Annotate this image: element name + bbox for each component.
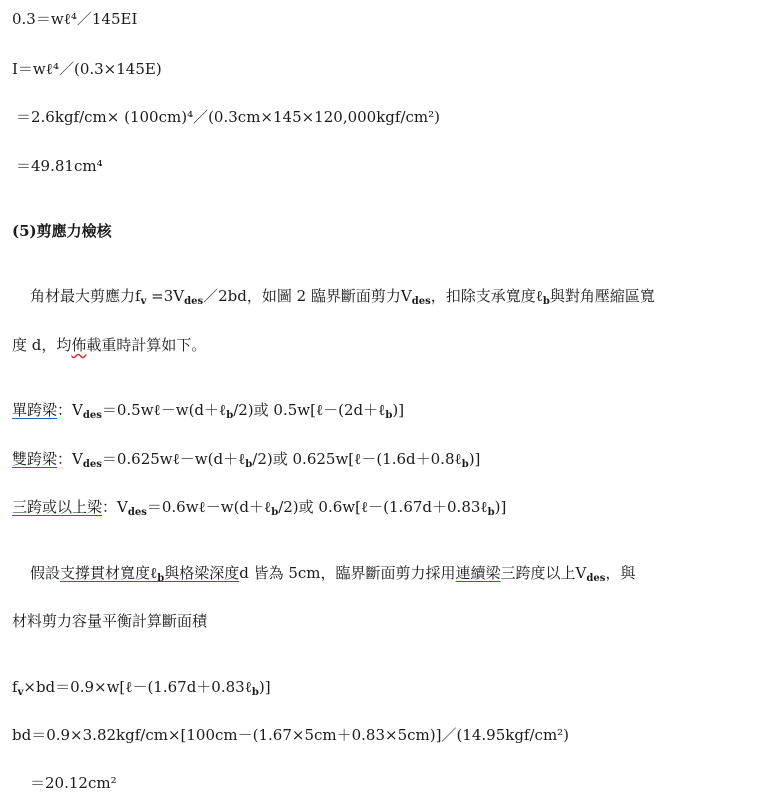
case-line [12,448,480,476]
equation-line: ＝2.6kgf/cm× (100cm)⁴／(0.3cm×145×120,000kgf/cm²) [16,108,440,126]
subscript: des [586,573,606,584]
term-link: 連續梁 [455,564,501,582]
text-run: )] [392,401,405,419]
text-run: ，與 [605,564,636,582]
text-run: )] [494,498,507,516]
text-run: =3V [146,287,185,305]
text-run: /2)或 0.625w[ℓ－(1.6d＋0.8ℓ [252,450,462,468]
equation-line [12,676,271,704]
subscript: b [461,459,469,470]
text-run: )] [468,450,481,468]
text-run: 三跨度以上V [500,564,587,582]
subscript: b [251,687,259,698]
text-run: 度 d，均 [12,336,72,354]
subscript: des [82,410,102,421]
subscript: b [385,410,393,421]
text-run: ＝0.5wℓ－w(d＋ℓ [101,401,227,419]
equation-line: 0.3＝wℓ⁴／145EI [12,10,138,28]
text-run: 載重時計算如下。 [86,336,207,354]
text-run: ＝0.625wℓ－w(d＋ℓ [101,450,246,468]
case-line [12,496,506,524]
paragraph-line [30,285,655,313]
subscript: v [17,687,24,698]
subscript: b [487,507,495,518]
text-run: f [12,678,18,696]
subscript: b [157,573,165,584]
text-run: ：V [57,450,83,468]
subscript: des [127,507,147,518]
equation-line: bd＝0.9×3.82kgf/cm×[100cm－(1.67×5cm＋0.83×5cm)]／(14.95kgf/cm²) [12,726,570,744]
spellcheck-flag: 佈 [71,336,87,354]
term-link: 單跨梁 [12,401,58,419]
term-link: 三跨或以上梁 [12,498,103,516]
text-run: ：V [102,498,128,516]
text-run: ，扣除支承寬度ℓ [430,287,543,305]
subscript: des [82,459,102,470]
text-run: d 皆為 5cm，臨界斷面剪力採用 [239,564,456,582]
text-run: ＝0.6wℓ－w(d＋ℓ [146,498,272,516]
subscript: b [245,459,253,470]
text-run: /2)或 0.6w[ℓ－(1.67d＋0.83ℓ [278,498,488,516]
text-run: 假設 [30,564,61,582]
paragraph-line [30,562,635,590]
section-heading: (5)剪應力檢核 [12,222,112,240]
text-run: 角材最大剪應力f [30,287,141,305]
subscript: des [184,296,204,307]
case-line [12,399,404,427]
subscript: b [271,507,279,518]
text-run: ：V [57,401,83,419]
text-run: /2)或 0.5w[ℓ－(2d＋ℓ [233,401,386,419]
subscript: des [411,296,431,307]
paragraph-line: 材料剪力容量平衡計算斷面積 [12,612,208,630]
equation-line: ＝20.12cm² [30,774,117,792]
text-run: 與格梁深度 [164,564,240,582]
subscript: v [140,296,147,307]
text-run: ／2bd，如圖 2 臨界斷面剪力V [203,287,412,305]
term-link [60,564,239,582]
text-run: ×bd＝0.9×w[ℓ－(1.67d＋0.83ℓ [23,678,252,696]
term-link: 雙跨梁 [12,450,58,468]
equation-line: ＝49.81cm⁴ [16,157,103,175]
paragraph-line [12,334,206,356]
text-run: 與對角壓縮區寬 [549,287,655,305]
equation-line: I＝wℓ⁴／(0.3×145E) [12,60,162,78]
text-run: )] [258,678,271,696]
subscript: b [226,410,234,421]
text-run: 支撐貫材寬度ℓ [60,564,158,582]
subscript: b [542,296,550,307]
